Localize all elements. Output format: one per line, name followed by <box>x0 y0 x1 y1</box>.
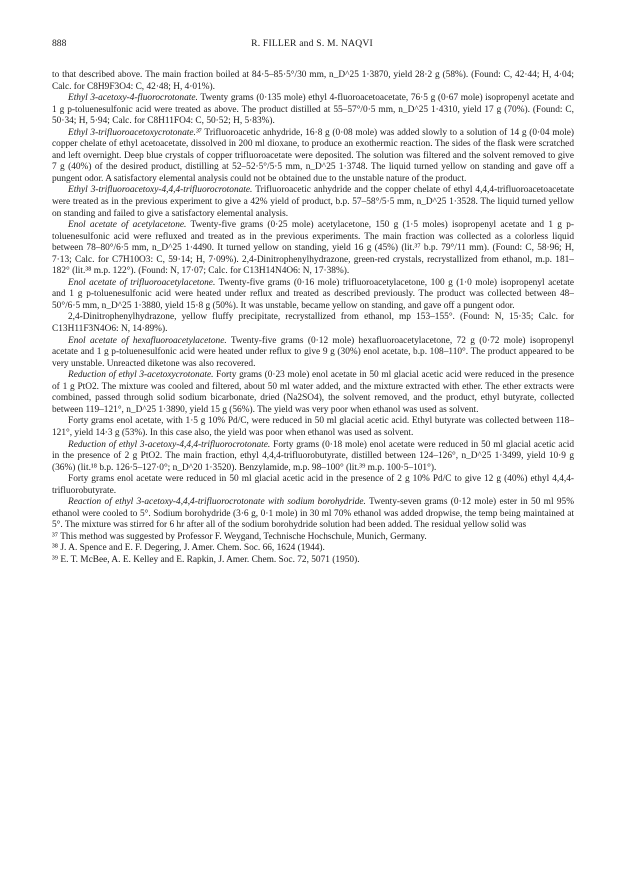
body-paragraph <box>52 70 574 93</box>
body-paragraph <box>52 128 574 186</box>
compound-heading: Enol acetate of hexafluoroacetylacetone. <box>68 335 227 346</box>
body-paragraph <box>52 474 574 497</box>
paragraph-text: Twenty-seven grams (0·12 mole) ester in 50 ml 95% ethanol were cooled to 5°. Sodium borohydride (3·6 g, 0·1 mole) in 30 ml 70% ethanol was added dropwise, the temp being maintained at 5°. The mixture was stirred for 6 hr after all of the sodium borohydride solution had been added. The residual yellow solid was <box>52 497 574 531</box>
article-body <box>52 70 574 860</box>
paragraph-text: Trifluoroacetic anhydride, 16·8 g (0·08 mole) was added slowly to a solution of 14 g (0·04 mole) copper chelate of ethyl acetoacetate, dissolved in 200 ml dioxane, to produce an exothermic reaction. The sides of the flask were scratched and left overnight. Deep blue crystals of copper trifluoroacetate were deposited. The solution was filtered and the solvent removed to give 7 g (40%) of the desired product, distilling at 52–52·5°/5·5 mm, n_D^25 1·3748. The liquid turned yellow on standing and gave off a pungent odor. A satisfactory elemental analysis could not be obtained due to the unstable nature of the product. <box>52 127 574 184</box>
compound-heading: Enol acetate of acetylacetone. <box>68 220 187 231</box>
compound-heading: Reduction of ethyl 3-acetoxy-4,4,4-trifluorocrotonate. <box>68 439 271 450</box>
footnote-mark: ³⁸ <box>52 543 59 554</box>
body-paragraph <box>52 312 574 335</box>
paragraph-text: Forty grams (0·23 mole) enol acetate in 50 ml glacial acetic acid were reduced in the presence of 1 g PtO2. The mixture was cooled and filtered, about 50 ml water added, and the mixture extracted with ether. The ether extracts were combined, passed through solid sodium bicarbonate, dried (Na2SO4), the solvent removed, and the product, ethyl butyrate, collected between 119–121°, n_D^25 1·3890, yield 15 g (56%). The yield was very poor when ethanol was used as solvent. <box>52 370 574 415</box>
page-header <box>52 38 572 52</box>
body-paragraph <box>52 416 574 439</box>
paragraph-text: Twenty grams (0·135 mole) ethyl 4-fluoroacetoacetate, 76·5 g (0·67 mole) isopropenyl acetate and 1 g p-toluenesulfonic acid were treated as above. The product distilled at 55–57°/0·5 mm, n_D^25 1·4310, yield 17 g (70%). (Found: C, 50·34; H, 5·94; Calc. for C8H11FO4: C, 50·52; H, 5·83%). <box>52 93 574 127</box>
footnote-text: This method was suggested by Professor F. Weygand, Technische Hochschule, Munich, Germany. <box>58 531 427 542</box>
paragraph-text: Forty grams enol acetate were reduced in 50 ml glacial acetic acid in the presence of 2 g 10% Pd/C to give 12 g (40%) ethyl 4,4,4-trifluorobutyrate. <box>52 474 574 496</box>
page-number: 888 <box>52 38 67 49</box>
running-title: R. FILLER and S. M. NAQVI <box>251 38 373 49</box>
body-paragraph <box>52 370 574 416</box>
paragraph-text: Trifluoroacetic anhydride and the copper chelate of ethyl 4,4,4-trifluoroacetoacetate were treated as in the previous experiment to give a 42% yield of product, b.p. 57–58°/5·5 mm, n_D^25 1·3528. The liquid turned yellow on standing and failed to give a satisfactory elemental analysis. <box>52 185 574 219</box>
compound-heading: Ethyl 3-trifluoroacetoxycrotonate.³⁷ <box>68 127 202 138</box>
paragraph-text: Forty grams enol acetate, with 1·5 g 10% Pd/C, were reduced in 50 ml glacial acetic acid. Ethyl butyrate was collected between 118–121°, yield 14·3 g (53%). In this case also, the yield was poor when ethanol was used as solvent. <box>52 416 574 438</box>
compound-heading: Ethyl 3-acetoxy-4-fluorocrotonate. <box>68 93 198 104</box>
body-paragraph <box>52 440 574 475</box>
footnote <box>52 555 574 567</box>
compound-heading: Reduction of ethyl 3-acetoxycrotonate. <box>68 370 214 381</box>
body-paragraph <box>52 278 574 313</box>
paragraph-text: Twenty-five grams (0·16 mole) trifluoroacetylacetone, 100 g (1·0 mole) isopropenyl acetate and 1 g p-toluenesulfonic acid were heated under reflux and treated as described previously. The product was collected between 48–50°/6·5 mm, n_D^25 1·3880, yield 15·8 g (50%). It was unstable, became yellow on standing, and gave off a pungent odor. <box>52 277 574 311</box>
body-paragraph <box>52 497 574 532</box>
paragraph-text: Twenty-five grams (0·12 mole) hexafluoroacetylacetone, 72 g (0·72 mole) isopropenyl acetate and 1 g p-toluenesulfonic acid were heated under reflux to give 9 g (30%) enol acetate, b.p. 108–110°. The product appeared to be very unstable. Unreacted diketone was also recovered. <box>52 335 574 369</box>
paragraph-text: Forty grams (0·18 mole) enol acetate were reduced in 50 ml glacial acetic acid in the presence of 2 g PtO2. The main fraction, ethyl 4,4,4-trifluorobutyrate, distilled between 124–126°, n_D^25 1·3499, yield 10·9 g (36%) (lit.¹⁸ b.p. 126·5–127·0°; n_D^20 1·3520). Benzylamide, m.p. 98–100° (lit.³⁹ m.p. 100·5–101°). <box>52 439 574 473</box>
paragraph-text: 2,4-Dinitrophenylhydrazone, yellow fluffy precipitate, recrystallized from ethanol, mp 153–155°. (Found: N, 15·35; Calc. for C13H11F3N4O6: N, 14·89%). <box>52 312 574 335</box>
compound-heading: Reaction of ethyl 3-acetoxy-4,4,4-trifluorocrotonate with sodium borohydride. <box>68 497 366 508</box>
body-paragraph <box>52 93 574 128</box>
paragraph-text: to that described above. The main fraction boiled at 84·5–85·5°/30 mm, n_D^25 1·3870, yield 28·2 g (58%). (Found: C, 42·44; H, 4·04; Calc. for C8H9F3O4: C, 42·48; H, 4·01%). <box>52 70 574 92</box>
footnote <box>52 532 574 544</box>
footnote <box>52 543 574 555</box>
footnote-text: E. T. McBee, A. E. Kelley and E. Rapkin, J. Amer. Chem. Soc. 72, 5071 (1950). <box>58 554 360 565</box>
footnote-mark: ³⁹ <box>52 554 59 565</box>
footnote-text: J. A. Spence and E. F. Degering, J. Amer. Chem. Soc. 66, 1624 (1944). <box>58 543 325 554</box>
body-paragraph <box>52 185 574 220</box>
compound-heading: Enol acetate of trifluoroacetylacetone. <box>68 277 216 288</box>
footnote-mark: ³⁷ <box>52 531 59 542</box>
paragraph-text: Twenty-five grams (0·25 mole) acetylacetone, 150 g (1·5 moles) isopropenyl acetate and 1 g p-toluenesulfonic acid were refluxed and treated as in the previous experiments. The main fraction was collected as a colorless liquid between 78–80°/6·5 mm, n_D^25 1·4490. It turned yellow on standing, yield 16 g (45%) (lit.³⁷ b.p. 79°/11 mm). (Found: C, 58·96; H, 7·13; Calc. for C7H10O3: C, 59·14; H, 7·09%). 2,4-Dinitrophenylhydrazone, green-red crystals, recrystallized from ethanol, m.p. 181–182° (lit.³⁸ m.p. 122°). (Found: N, 17·07; Calc. for C13H14N4O6: N, 17·38%). <box>52 220 574 277</box>
compound-heading: Ethyl 3-trifluoroacetoxy-4,4,4-trifluorocrotonate. <box>68 185 253 196</box>
body-paragraph <box>52 220 574 278</box>
body-paragraph <box>52 336 574 371</box>
